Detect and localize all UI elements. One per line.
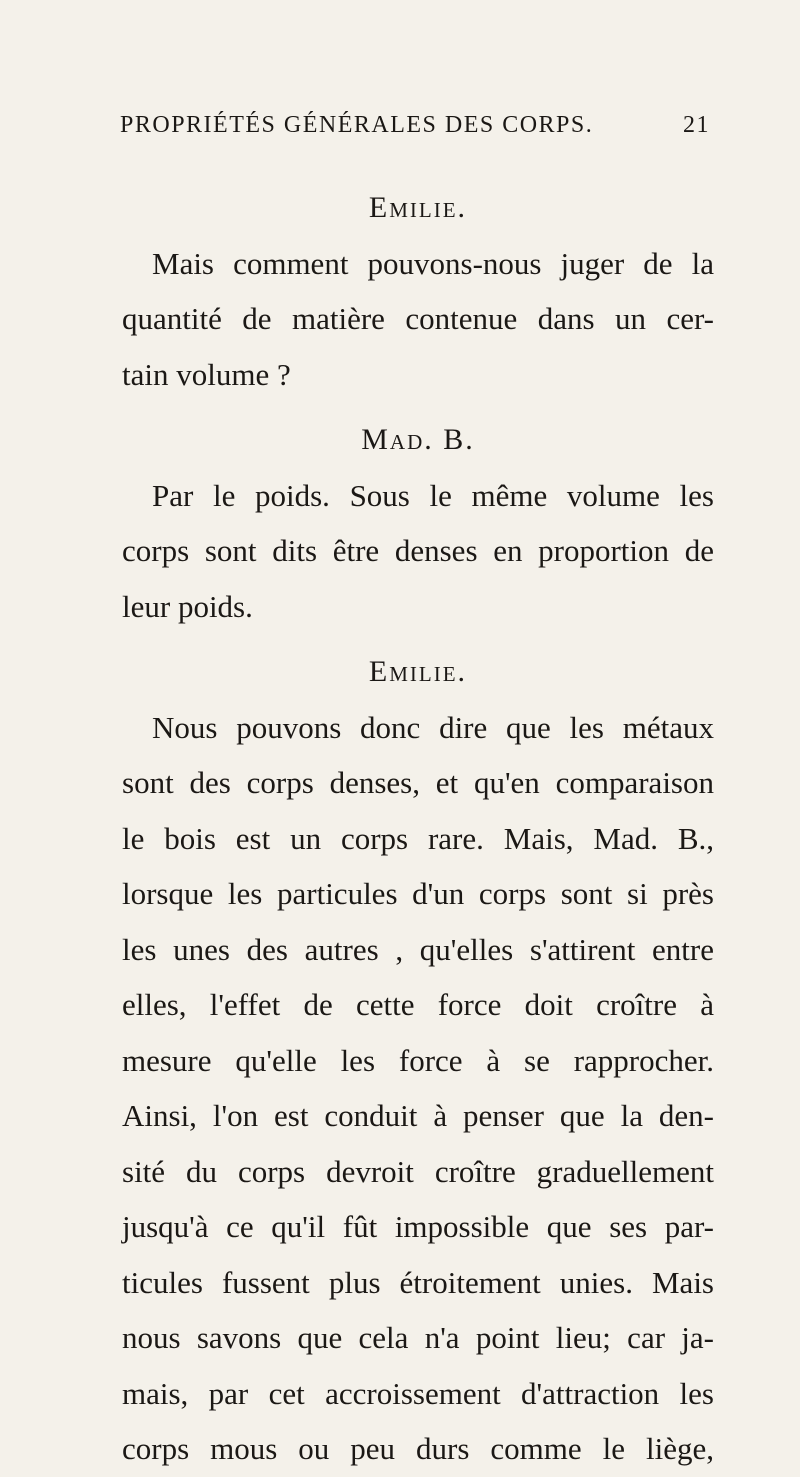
dialogue-paragraph	[122, 236, 714, 403]
text-column	[122, 180, 714, 1477]
page-number: 21	[683, 112, 710, 138]
text-line: les unes des autres , qu'elles s'attirent entre	[122, 931, 714, 967]
text-line: le bois est un corps rare. Mais, Mad. B.,	[122, 820, 714, 856]
text-line: leur poids.	[122, 588, 253, 624]
speaker-heading: Emilie.	[368, 655, 468, 688]
text-line: ticules fussent plus étroitement unies. Mais	[122, 1264, 714, 1300]
text-line: Nous pouvons donc dire que les métaux	[152, 709, 714, 745]
running-head-title: PROPRIÉTÉS GÉNÉRALES DES CORPS.	[120, 112, 594, 138]
speaker-heading: Mad. B.	[361, 423, 475, 456]
speaker-heading: Emilie.	[368, 191, 468, 224]
running-head	[120, 112, 710, 152]
text-line: corps sont dits être denses en proportion de	[122, 533, 714, 568]
text-line: Ainsi, l'on est conduit à penser que la den-	[122, 1098, 714, 1133]
text-line: corps mous ou peu durs comme le liège,	[122, 1431, 714, 1466]
text-line: sont des corps denses, et qu'en comparaison	[122, 765, 714, 800]
text-line: Par le poids. Sous le même volume les	[152, 477, 714, 513]
text-line: jusqu'à ce qu'il fût impossible que ses par-	[122, 1209, 714, 1244]
text-line: lorsque les particules d'un corps sont si près	[122, 876, 714, 911]
text-line: tain volume ?	[122, 356, 291, 392]
text-line: nous savons que cela n'a point lieu; car ja-	[122, 1320, 714, 1355]
dialogue-paragraph	[122, 700, 714, 1477]
text-line: elles, l'effet de cette force doit croître à	[122, 987, 714, 1022]
text-line: quantité de matière contenue dans un cer-	[122, 301, 714, 336]
text-line: mesure qu'elle les force à se rapprocher.	[122, 1042, 714, 1078]
text-line: mais, par cet accroissement d'attraction les	[122, 1375, 714, 1411]
dialogue-paragraph	[122, 468, 714, 635]
text-line: sité du corps devroit croître graduellement	[122, 1153, 714, 1189]
text-line: Mais comment pouvons-nous juger de la	[152, 245, 714, 281]
